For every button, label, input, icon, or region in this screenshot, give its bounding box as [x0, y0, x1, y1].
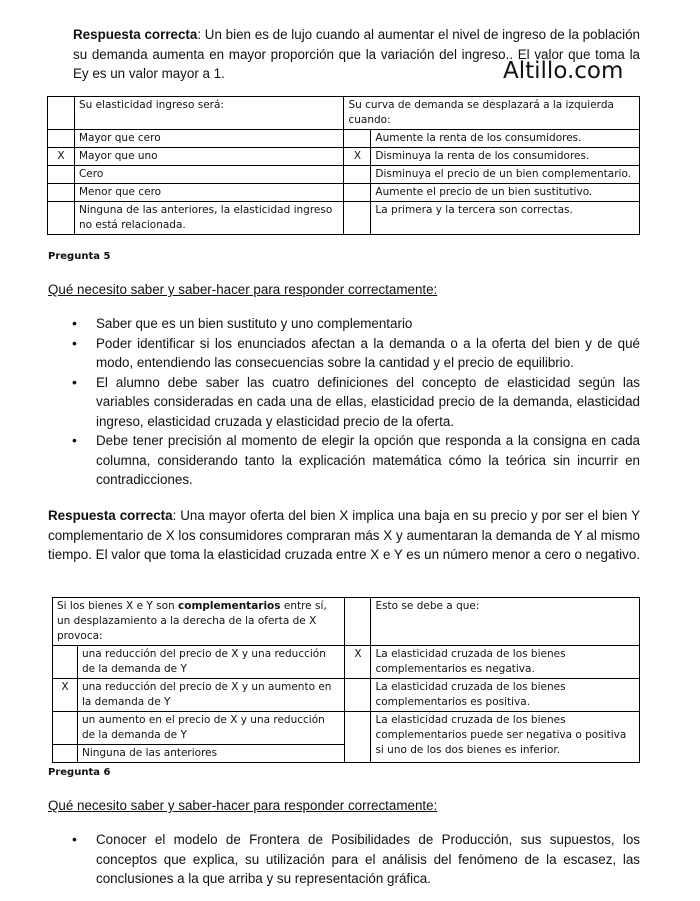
mark-cell: X	[345, 646, 371, 679]
table-header-row	[48, 97, 640, 130]
table-row	[48, 166, 640, 184]
table-header-left: Su elasticidad ingreso será:	[74, 97, 343, 130]
mark-cell	[48, 184, 75, 202]
option-cell: una reducción del precio de X y una reducción de la demanda de Y	[77, 646, 345, 679]
option-cell: La primera y la tercera son correctas.	[371, 202, 640, 235]
list-item: • Saber que es un bien sustituto y uno complementario	[72, 314, 640, 334]
mark-cell	[344, 202, 371, 235]
question-label: Pregunta 6	[48, 767, 111, 778]
answer-text: : Una mayor oferta del bien X implica una baja en su precio y por ser el bien Y complementario de X los consumidores compraran más X y aumentaran la demanda de Y al mismo tiempo. El valor que toma la elasticidad cruzada entre X e Y es un número menor a cero o negativo.	[48, 508, 641, 562]
table-income-elasticity	[47, 96, 640, 235]
mark-cell	[53, 646, 78, 679]
option-cell: un aumento en el precio de X y una reducción de la demanda de Y	[77, 712, 345, 745]
answer-label: Respuesta correcta	[73, 27, 198, 42]
option-cell: Disminuya la renta de los consumidores.	[371, 148, 640, 166]
mark-cell	[48, 202, 75, 235]
option-cell: La elasticidad cruzada de los bienes complementarios es positiva.	[371, 679, 640, 712]
table-header-right: Esto se debe a que:	[371, 598, 640, 646]
section-subheading: Qué necesito saber y saber-hacer para responder correctamente:	[48, 798, 438, 813]
mark-cell	[344, 184, 371, 202]
table-row	[48, 202, 640, 235]
mark-cell	[344, 166, 371, 184]
table-row	[48, 148, 640, 166]
option-cell: Cero	[74, 166, 343, 184]
mark-cell	[345, 679, 371, 712]
table-row	[48, 184, 640, 202]
bullet-list-2	[72, 830, 640, 889]
table-header-left: Si los bienes X e Y son complementarios entre sí, un desplazamiento a la derecha de la oferta de X provoca:	[53, 598, 345, 646]
table-row	[48, 130, 640, 148]
option-cell: Mayor que cero	[74, 130, 343, 148]
mark-cell	[344, 130, 371, 148]
list-item: • Conocer el modelo de Frontera de Posibilidades de Producción, sus supuestos, los conceptos que explica, su utilización para el análisis del fenómeno de la escasez, las conclusiones a la que arriba y su representación gráfica.	[72, 830, 640, 889]
option-cell: Menor que cero	[74, 184, 343, 202]
option-cell: Disminuya el precio de un bien complementario.	[371, 166, 640, 184]
list-item: • Poder identificar si los enunciados afectan a la demanda o a la oferta del bien y de qué modo, entendiendo las consecuencias sobre la cantidad y el precio de equilibrio.	[72, 334, 640, 373]
mark-cell	[53, 745, 78, 763]
list-item: • Debe tener precisión al momento de elegir la opción que responda a la consigna en cada columna, considerando tanto la explicación matemática cómo la teórica sin incurrir en contradicciones.	[72, 431, 640, 490]
option-cell: La elasticidad cruzada de los bienes complementarios puede ser negativa o positiva si uno de los dos bienes es inferior.	[371, 712, 640, 763]
mark-cell	[345, 712, 371, 763]
table-header-right: Su curva de demanda se desplazará a la izquierda cuando:	[344, 97, 640, 130]
table-cross-elasticity	[52, 597, 640, 763]
table-header-row	[53, 598, 640, 646]
mark-cell: X	[48, 148, 75, 166]
option-cell: La elasticidad cruzada de los bienes complementarios es negativa.	[371, 646, 640, 679]
table-row	[53, 712, 640, 745]
answer-text: : Un bien es de lujo cuando al aumentar el nivel de ingreso de la población su demanda aumenta en mayor proporción que la variación del ingreso.. El valor que toma la Ey es un valor mayor a 1.	[73, 27, 640, 81]
option-cell: Ninguna de las anteriores	[77, 745, 345, 763]
option-cell: una reducción del precio de X y un aumento en la demanda de Y	[77, 679, 345, 712]
section-subheading: Qué necesito saber y saber-hacer para responder correctamente:	[48, 282, 438, 297]
option-cell: Aumente el precio de un bien sustitutivo.	[371, 184, 640, 202]
mark-cell: X	[344, 148, 371, 166]
answer-label: Respuesta correcta	[48, 508, 173, 523]
bullet-list-1	[72, 314, 640, 490]
mark-cell: X	[53, 679, 78, 712]
answer-paragraph-2	[48, 506, 640, 565]
question-label: Pregunta 5	[48, 251, 111, 262]
mark-cell	[48, 130, 75, 148]
watermark: Altillo.com	[503, 58, 624, 84]
mark-cell	[48, 166, 75, 184]
mark-cell	[53, 712, 78, 745]
option-cell: Ninguna de las anteriores, la elasticidad ingreso no está relacionada.	[74, 202, 343, 235]
option-cell: Mayor que uno	[74, 148, 343, 166]
table-row	[53, 646, 640, 679]
list-item: • El alumno debe saber las cuatro definiciones del concepto de elasticidad según las variables consideradas en cada una de ellas, elasticidad precio de la demanda, elasticidad ingreso, elasticidad cruzada y elasticidad precio de la oferta.	[72, 373, 640, 432]
table-row	[53, 679, 640, 712]
option-cell: Aumente la renta de los consumidores.	[371, 130, 640, 148]
